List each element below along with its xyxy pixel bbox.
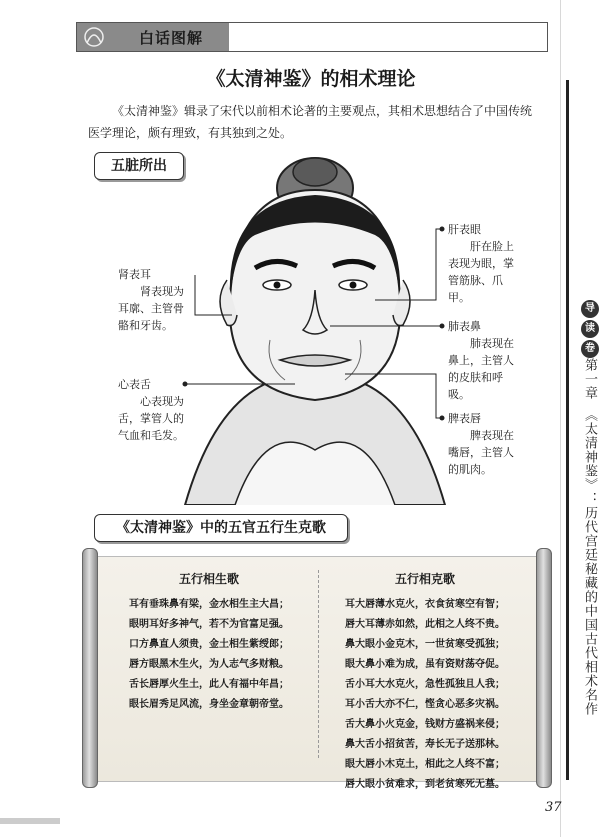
poem-line: 舌小耳大水克火，急性孤独且人我； <box>345 679 505 690</box>
poem-line: 唇大眼小贫难求，到老贫寒死无墓。 <box>345 779 505 790</box>
poem-line: 耳小舌大亦不仁，悭贪心恶多灾祸。 <box>345 699 505 710</box>
poem-line: 舌大鼻小火克金，钱财方盛祸来侵； <box>345 719 505 730</box>
label-lung-title: 肺表鼻 <box>448 320 481 333</box>
label-heart-title: 心表舌 <box>118 378 151 391</box>
face-illustration <box>175 150 455 505</box>
poem-line: 唇方眼黑木生火，为人志气多财粮。 <box>129 659 289 670</box>
scroll-roller-right <box>536 548 552 788</box>
poem-line: 眼明耳好多神气，若不为官富足强。 <box>129 619 289 630</box>
scroll-roller-left <box>82 548 98 788</box>
section-title-poems: 《太清神鉴》中的五官五行生克歌 <box>94 514 348 542</box>
poem-generation <box>104 570 314 715</box>
poem-line: 鼻大眼小金克木，一世贫寒受孤独； <box>345 639 505 650</box>
chapter-number: 第一章 <box>582 358 597 400</box>
chapter-title: 《太清神鉴》：历代宫廷秘藏的中国古代相术名作 <box>582 408 597 716</box>
label-liver <box>448 221 520 306</box>
poem-line: 鼻大舌小招贫苦，寿长无子送那林。 <box>345 739 505 750</box>
page-title: 《太清神鉴》的相术理论 <box>206 68 416 90</box>
poem-restriction-title: 五行相克歌 <box>394 572 455 586</box>
poem-line: 耳大唇薄水克火，衣食贫寒空有智； <box>345 599 505 610</box>
label-liver-desc: 肝在脸上表现为眼，掌管筋脉、爪甲。 <box>448 240 514 304</box>
poem-line: 唇大耳薄赤如然，此相之人终不贵。 <box>345 619 505 630</box>
reading-badge <box>580 298 600 360</box>
poem-line: 眼大唇小木克土，相此之人终不富； <box>345 759 505 770</box>
badge-char: 导 <box>581 300 599 318</box>
intro-paragraph: 《太清神鉴》辑录了宋代以前相术论著的主要观点，其相术思想结合了中国传统医学理论，颇有理致，有其独到之处。 <box>88 104 533 140</box>
page-number: 37 <box>545 800 562 815</box>
label-heart-desc: 心表现为舌，掌管人的气血和毛发。 <box>118 395 184 442</box>
poem-line: 舌长唇厚火生土，此人有福中年昌； <box>129 679 289 690</box>
label-spleen-title: 脾表唇 <box>448 412 481 425</box>
label-liver-title: 肝表眼 <box>448 223 481 236</box>
header-title: 白话图解 <box>139 29 204 47</box>
label-spleen <box>448 410 520 478</box>
poem-line: 眼大鼻小难为成，虽有资财荡夺促。 <box>345 659 505 670</box>
poem-divider <box>318 570 319 758</box>
label-spleen-desc: 脾表现在嘴唇，主管人的肌肉。 <box>448 429 514 476</box>
bottom-strip <box>0 818 60 824</box>
poem-generation-title: 五行相生歌 <box>178 572 239 586</box>
label-kidney <box>118 266 194 334</box>
badge-char: 卷 <box>581 340 599 358</box>
poem-restriction <box>320 570 530 795</box>
label-kidney-title: 肾表耳 <box>118 268 151 281</box>
section-title-organs: 五脏所出 <box>94 152 184 180</box>
label-kidney-desc: 肾表现为耳廓、主管骨骼和牙齿。 <box>118 285 184 332</box>
poem-line: 耳有垂珠鼻有梁，金水相生主大昌； <box>129 599 289 610</box>
label-lung-desc: 肺表现在鼻上，主管人的皮肤和呼吸。 <box>448 337 514 401</box>
poem-line: 眼长眉秀足风流，身坐金章朝帝堂。 <box>129 699 289 710</box>
margin-bar <box>566 80 569 780</box>
header-bar <box>76 22 548 52</box>
label-heart <box>118 376 186 444</box>
badge-char: 读 <box>581 320 599 338</box>
ornament-icon <box>81 25 107 49</box>
poem-line: 口方鼻直人须贵，金土相生紫绶郎； <box>129 639 289 650</box>
label-lung <box>448 318 524 403</box>
poem-scroll <box>82 548 552 788</box>
margin-rule <box>560 0 561 837</box>
